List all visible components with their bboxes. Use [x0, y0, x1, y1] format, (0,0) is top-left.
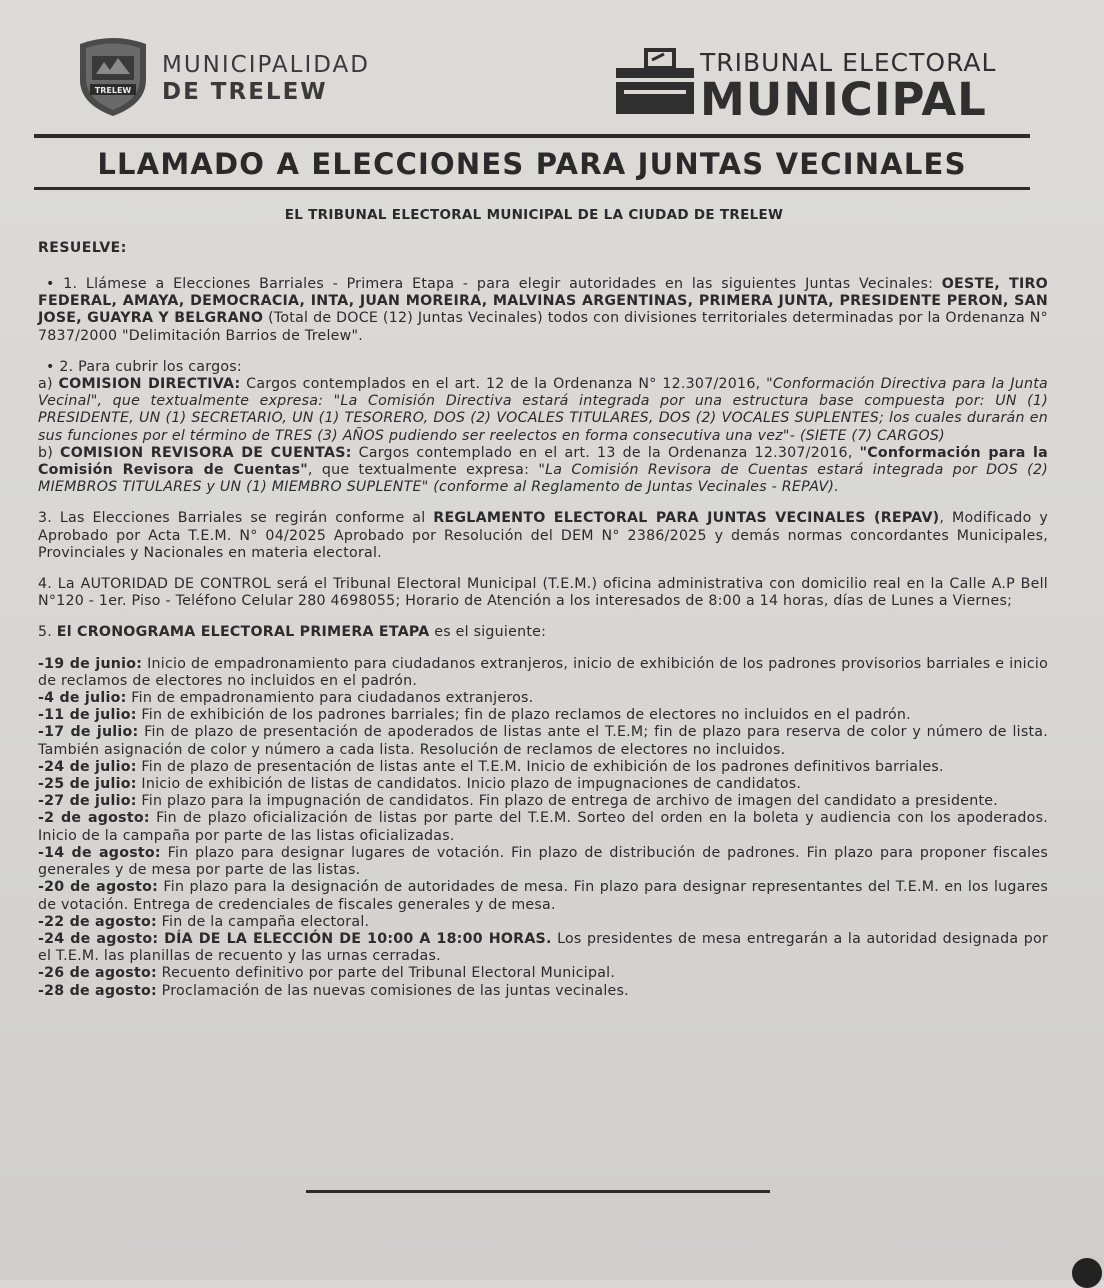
- title-rule-bottom: [34, 187, 1030, 190]
- item-5-tail: es el siguiente:: [429, 624, 547, 641]
- title-rule-top: [34, 134, 1030, 138]
- item-2a: [38, 376, 1048, 445]
- schedule-item: -14 de agosto: Fin plazo para designar lugares de votación. Fin plazo de distribución de padrones. Fin plazo para proponer fiscales generales y de mesa por parte de las listas.: [38, 844, 1048, 879]
- item-3-tail: , Modificado y Aprobado por Acta T.E.M. N° 04/2025 Aprobado por Resolución del DEM N° 2386/2025 y demás normas concordantes Municipales, Provinciales y Nacionales en materia electoral.: [38, 510, 1048, 561]
- schedule-item: -24 de julio: Fin de plazo de presentación de listas ante el T.E.M. Inicio de exhibición de los padrones definitivos barriales.: [38, 758, 944, 775]
- item-3: [38, 510, 1048, 562]
- resolution-body: [38, 276, 1048, 1000]
- ballot-box-icon: [612, 46, 700, 116]
- schedule-item: -17 de julio: Fin de plazo de presentación de apoderados de listas ante el T.E.M; fin de plazo para reserva de color y número de lista. También asignación de color y número a cada lista. Resolución de reclamos de electores no incluidos.: [38, 724, 1048, 758]
- schedule-item: -28 de agosto: Proclamación de las nuevas comisiones de las juntas vecinales.: [38, 982, 629, 999]
- item-3-lead: 3. Las Elecciones Barriales se regirán conforme al: [38, 510, 434, 527]
- item-5-bold: El CRONOGRAMA ELECTORAL PRIMERA ETAPA: [56, 624, 430, 641]
- tribunal-line1: TRIBUNAL ELECTORAL: [700, 48, 997, 77]
- municipality-line1: MUNICIPALIDAD: [162, 52, 370, 78]
- trelew-shield-logo: [74, 34, 152, 118]
- corner-mark: [1072, 1258, 1102, 1288]
- schedule-item: -19 de junio: Inicio de empadronamiento para ciudadanos extranjeros, inicio de exhibición de los padrones provisorios barriales e inicio de reclamos de electores no incluidos en el padrón.: [38, 655, 1048, 689]
- item-1-bold: OESTE, TIRO FEDERAL, AMAYA, DEMOCRACIA, INTA, JUAN MOREIRA, MALVINAS ARGENTINAS, PRIMERA JUNTA, PRESIDENTE PERON, SAN JOSE, GUAYRA Y BELGRANO: [38, 276, 1048, 327]
- item-2b-text2: , que textualmente expresa:: [307, 462, 539, 479]
- item-2-lead: • 2. Para cubrir los cargos:: [46, 358, 242, 375]
- item-2b-text: Cargos contemplado en el art. 13 de la Ordenanza 12.307/2016,: [351, 444, 860, 461]
- schedule-item: -27 de julio: Fin plazo para la impugnación de candidatos. Fin plazo de entrega de archivo de imagen del candidato a presidente.: [38, 793, 998, 810]
- shield-label: TRELEW: [94, 86, 132, 95]
- item-2a-bold: COMISION DIRECTIVA:: [58, 376, 241, 393]
- item-2b: [38, 445, 1048, 497]
- item-2a-prefix: a): [38, 376, 59, 393]
- item-5-lead: 5.: [38, 624, 57, 641]
- closing-rule: [306, 1190, 770, 1193]
- page-title: LLAMADO A ELECCIONES PARA JUNTAS VECINALES: [97, 147, 967, 181]
- schedule-item: -4 de julio: Fin de empadronamiento para ciudadanos extranjeros.: [38, 690, 534, 707]
- issuer-line: EL TRIBUNAL ELECTORAL MUNICIPAL DE LA CIUDAD DE TRELEW: [284, 207, 784, 223]
- item-1-lead: • 1. Llámese a Elecciones Barriales - Primera Etapa - para elegir autoridades en las siguientes Juntas Vecinales:: [46, 276, 942, 292]
- tribunal-line2: MUNICIPAL: [700, 73, 987, 126]
- schedule-item: -11 de julio: Fin de exhibición de los padrones barriales; fin de plazo reclamos de electores no incluidos en el padrón.: [38, 707, 911, 724]
- tribunal-name: [700, 48, 997, 126]
- schedule-item: -20 de agosto: Fin plazo para la designación de autoridades de mesa. Fin plazo para designar representantes del T.E.M. en los lugares de votación. Entrega de credenciales de fiscales generales y de mesa.: [38, 879, 1048, 913]
- item-4: 4. La AUTORIDAD DE CONTROL será el Tribunal Electoral Municipal (T.E.M.) oficina administrativa con domicilio real en la Calle A.P Bell N°120 - 1er. Piso - Teléfono Celular 280 4698055; Horario de Atención a los interesados de 8:00 a 14 horas, días de Lunes a Viernes;: [38, 576, 1048, 610]
- item-2a-text: Cargos contemplados en el art. 12 de la Ordenanza N° 12.307/2016,: [240, 376, 767, 393]
- header: [0, 34, 1104, 124]
- municipality-name: [162, 52, 370, 106]
- item-2a-italic: "Conformación Directiva para la Junta Vecinal", que textualmente expresa: "La Comisión Directiva estará integrada por una estructura base compuesta por: UN (1) PRESIDENTE, UN (1) SECRETARIO, UN (1) TESORERO, DOS (2) VOCALES TITULARES, DOS (2) VOCALES SUPLENTES; los cuales durarán en sus funciones por el término de TRES (3) AÑOS pudiendo ser reelectos en forma consecutiva una vez"- (SIETE (7) CARGOS): [38, 376, 1048, 444]
- item-2b-bold: COMISION REVISORA DE CUENTAS:: [60, 444, 352, 461]
- municipality-line2: DE TRELEW: [162, 79, 328, 105]
- schedule-item: -24 de agosto: DÍA DE LA ELECCIÓN DE 10:00 A 18:00 HORAS. Los presidentes de mesa entregarán a la autoridad designada por el T.E.M. las planillas de recuento y las urnas cerradas.: [38, 930, 1048, 965]
- item-2b-bold2: "Conformación para la Comisión Revisora de Cuentas": [38, 444, 1048, 479]
- item-5: [38, 624, 1048, 641]
- schedule-item: -2 de agosto: Fin de plazo oficialización de listas por parte del T.E.M. Sorteo del orden en la boleta y audiencia con los apoderados. Inicio de la campaña por parte de las listas oficializadas.: [38, 810, 1049, 844]
- schedule-list: [38, 656, 1048, 1000]
- schedule-item: -22 de agosto: Fin de la campaña electoral.: [38, 913, 370, 930]
- resuelve-heading: RESUELVE:: [38, 240, 127, 256]
- schedule-item: -25 de julio: Inicio de exhibición de listas de candidatos. Inicio plazo de impugnaciones de candidatos.: [38, 776, 802, 793]
- schedule-item: -26 de agosto: Recuento definitivo por parte del Tribunal Electoral Municipal.: [38, 965, 616, 982]
- item-3-bold: REGLAMENTO ELECTORAL PARA JUNTAS VECINALES (REPAV): [433, 510, 940, 527]
- item-1-tail: (Total de DOCE (12) Juntas Vecinales) todos con divisiones territoriales determinadas por la Ordenanza N° 7837/2000 "Delimitación Barrios de Trelew".: [38, 310, 1048, 344]
- item-2b-prefix: b): [38, 444, 61, 461]
- item-1: [38, 276, 1048, 345]
- item-2b-italic: "La Comisión Revisora de Cuentas estará integrada por DOS (2) MIEMBROS TITULARES y UN (1) MIEMBRO SUPLENTE" (conforme al Reglamento de Juntas Vecinales - REPAV).: [38, 462, 1049, 496]
